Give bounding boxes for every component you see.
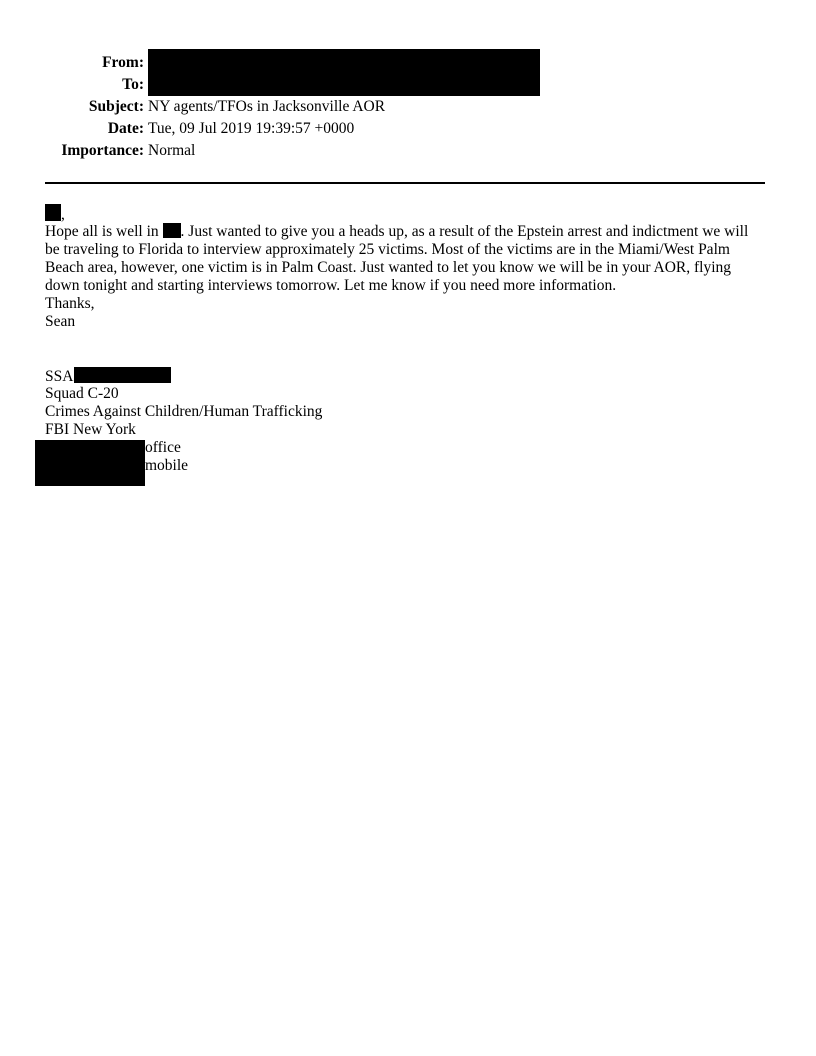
date-value: Tue, 09 Jul 2019 19:39:57 +0000 xyxy=(148,120,355,137)
body-line-1-end: . Just wanted to give you a heads up, as a result of the Epstein arrest and indictment we will xyxy=(180,223,749,240)
subject-label: Subject: xyxy=(88,98,144,115)
from-to-redaction xyxy=(148,49,540,96)
location-redaction xyxy=(163,223,181,238)
recipient-name-redaction xyxy=(45,204,61,221)
subject-value: NY agents/TFOs in Jacksonville AOR xyxy=(148,98,386,115)
body-line-3: Beach area, however, one victim is in Palm Coast. Just wanted to let you know we will be in your AOR, flying xyxy=(45,259,731,276)
closing: Thanks, xyxy=(45,295,95,312)
office-phone-label: office xyxy=(145,439,181,456)
body-line-2: be traveling to Florida to interview approximately 25 victims. Most of the victims are in the Miami/West Palm xyxy=(45,241,730,258)
importance-value: Normal xyxy=(148,142,196,159)
sender-name: Sean xyxy=(45,313,76,330)
header-divider xyxy=(45,182,765,184)
signature-title: SSA xyxy=(45,368,74,385)
signature-unit: Crimes Against Children/Human Trafficking xyxy=(45,403,323,420)
phone-numbers-redaction xyxy=(35,440,145,486)
importance-label: Importance: xyxy=(61,142,144,159)
greeting-comma: , xyxy=(61,206,65,223)
body-line-1-start: Hope all is well in xyxy=(45,223,163,240)
date-label: Date: xyxy=(107,120,144,137)
greeting-line xyxy=(45,204,65,224)
signature-squad: Squad C-20 xyxy=(45,385,119,402)
signature-title-line xyxy=(45,367,171,386)
body-line-1 xyxy=(45,223,748,241)
to-label: To: xyxy=(122,76,144,93)
signature-office: FBI New York xyxy=(45,421,136,438)
from-label: From: xyxy=(102,54,144,71)
body-line-4: down tonight and starting interviews tomorrow. Let me know if you need more information. xyxy=(45,277,617,294)
mobile-phone-label: mobile xyxy=(145,457,189,474)
signature-name-redaction xyxy=(74,367,171,383)
